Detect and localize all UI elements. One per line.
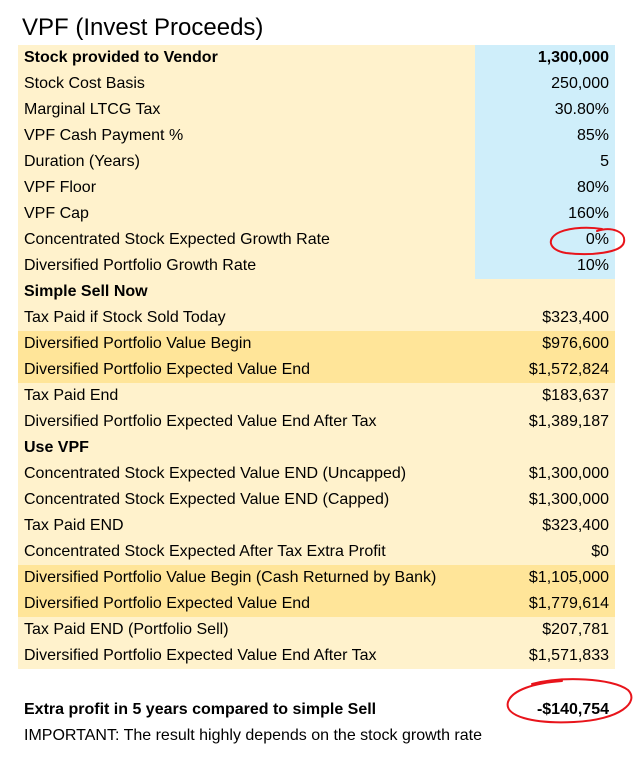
row-label: Concentrated Stock Expected Growth Rate [18, 227, 475, 253]
row-label: VPF Floor [18, 175, 475, 201]
row-label: Tax Paid END [18, 513, 475, 539]
table-row [18, 539, 615, 565]
table-row [18, 45, 615, 71]
row-label: Use VPF [18, 435, 475, 461]
table-row [18, 123, 615, 149]
table-row [18, 643, 615, 669]
table-row [18, 97, 615, 123]
row-value: $1,300,000 [475, 461, 615, 487]
row-label: Concentrated Stock Expected Value END (Capped) [18, 487, 475, 513]
row-label: Diversified Portfolio Value Begin (Cash Returned by Bank) [18, 565, 475, 591]
row-label: Diversified Portfolio Growth Rate [18, 253, 475, 279]
table-row [18, 487, 615, 513]
row-value: $323,400 [475, 305, 615, 331]
vpf-table [18, 45, 615, 669]
table-row [18, 565, 615, 591]
table-row [18, 435, 615, 461]
row-value: $1,779,614 [475, 591, 615, 617]
table-row [18, 383, 615, 409]
table-row [18, 227, 615, 253]
row-label: Diversified Portfolio Expected Value End [18, 357, 475, 383]
row-label: VPF Cap [18, 201, 475, 227]
row-value: $976,600 [475, 331, 615, 357]
row-label: Concentrated Stock Expected Value END (Uncapped) [18, 461, 475, 487]
table-row [18, 513, 615, 539]
row-value: 80% [475, 175, 615, 201]
table-row [18, 175, 615, 201]
row-label: Tax Paid if Stock Sold Today [18, 305, 475, 331]
row-value: $1,300,000 [475, 487, 615, 513]
row-value: $1,572,824 [475, 357, 615, 383]
row-value: $1,105,000 [475, 565, 615, 591]
table-row [18, 279, 615, 305]
row-label: Diversified Portfolio Expected Value End After Tax [18, 643, 475, 669]
row-label: Tax Paid End [18, 383, 475, 409]
table-row [18, 331, 615, 357]
row-value: 160% [475, 201, 615, 227]
row-label: Concentrated Stock Expected After Tax Extra Profit [18, 539, 475, 565]
table-row [18, 305, 615, 331]
row-value: 5 [475, 149, 615, 175]
result-row [18, 697, 615, 723]
row-value: $207,781 [475, 617, 615, 643]
row-label: Marginal LTCG Tax [18, 97, 475, 123]
table-row [18, 253, 615, 279]
table-row [18, 357, 615, 383]
table-row [18, 461, 615, 487]
row-value: 0% [475, 227, 615, 253]
row-value: $323,400 [475, 513, 615, 539]
row-label: Tax Paid END (Portfolio Sell) [18, 617, 475, 643]
row-label: Simple Sell Now [18, 279, 475, 305]
row-value: $0 [475, 539, 615, 565]
row-value [475, 279, 615, 305]
row-value [475, 435, 615, 461]
row-value: $1,571,833 [475, 643, 615, 669]
row-value: $183,637 [475, 383, 615, 409]
result-value: -$140,754 [536, 701, 609, 718]
row-label: Diversified Portfolio Expected Value End [18, 591, 475, 617]
row-label: Duration (Years) [18, 149, 475, 175]
table-row [18, 409, 615, 435]
row-value: 1,300,000 [475, 45, 615, 71]
row-value: $1,389,187 [475, 409, 615, 435]
result-label: Extra profit in 5 years compared to simple Sell [24, 701, 377, 718]
sheet-title: VPF (Invest Proceeds) [22, 14, 264, 41]
table-row [18, 617, 615, 643]
row-value: 10% [475, 253, 615, 279]
table-row [18, 71, 615, 97]
row-label: Stock Cost Basis [18, 71, 475, 97]
table-row [18, 201, 615, 227]
important-note: IMPORTANT: The result highly depends on the stock growth rate [24, 727, 482, 744]
row-label: Diversified Portfolio Expected Value End After Tax [18, 409, 475, 435]
table-row [18, 591, 615, 617]
table-row [18, 149, 615, 175]
row-label: Diversified Portfolio Value Begin [18, 331, 475, 357]
row-label: Stock provided to Vendor [18, 45, 475, 71]
row-label: VPF Cash Payment % [18, 123, 475, 149]
row-value: 250,000 [475, 71, 615, 97]
row-value: 30.80% [475, 97, 615, 123]
row-value: 85% [475, 123, 615, 149]
